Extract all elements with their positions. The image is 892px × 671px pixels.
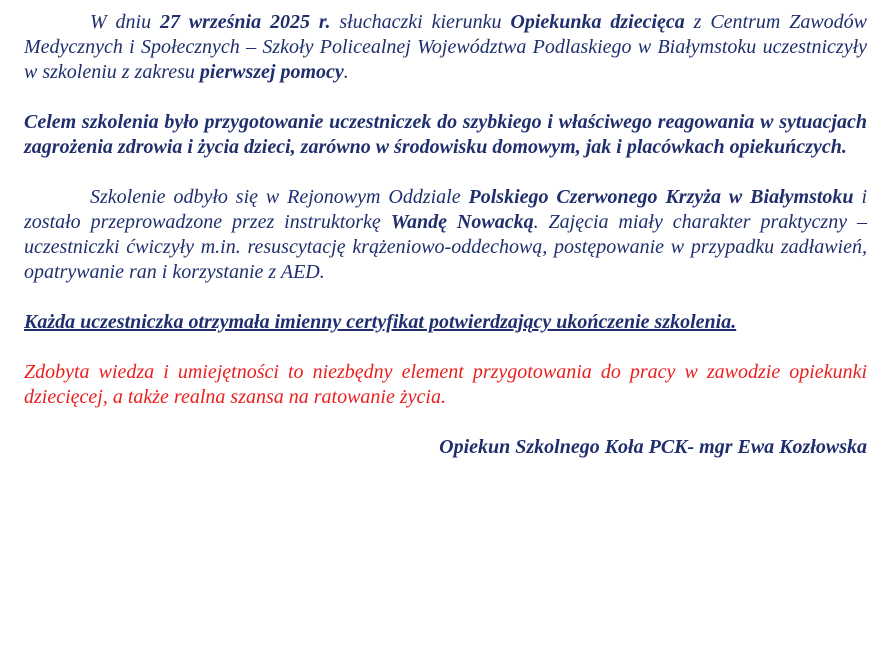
intro-text-2: słuchaczki kierunku [330, 11, 511, 33]
paragraph-spacer [24, 335, 867, 360]
details-text-3: . Zajęcia miały charakter praktyczny – uczestniczki ćwiczyły m.in. resuscytację krążeniowo-oddechową, postępowanie w przypadku zadławień, opatrywanie ran i korzystanie z AED. [24, 211, 868, 283]
signature: Opiekun Szkolnego Koła PCK- mgr Ewa Kozłowska [439, 436, 867, 458]
instructor-name: Wandę Nowacką [390, 211, 534, 233]
details-paragraph [24, 185, 867, 285]
goal-paragraph: Celem szkolenia było przygotowanie uczestniczek do szybkiego i właściwego reagowania w sytuacjach zagrożenia zdrowia i życia dzieci, zarówno w środowisku domowym, jak i placówkach opiekuńczych. [24, 111, 867, 158]
details-text-2: i zostało przeprowadzone przez instruktorkę [24, 186, 867, 233]
course-name: Opiekunka dziecięca [510, 11, 685, 33]
intro-paragraph [24, 10, 867, 85]
summary-paragraph: Zdobyta wiedza i umiejętności to niezbędny element przygotowania do pracy w zawodzie opiekunki dziecięcej, a także realna szansa na ratowanie życia. [24, 361, 867, 408]
intro-text-4: . [343, 61, 349, 83]
paragraph-spacer [24, 285, 867, 310]
intro-text-3: z Centrum Zawodów Medycznych i Społecznych – Szkoły Policealnej Województwa Podlaskiego w Białymstoku uczestniczyły w szkoleniu z zakresu [24, 11, 868, 83]
certificate-paragraph: Każda uczestniczka otrzymała imienny certyfikat potwierdzający ukończenie szkolenia. [24, 311, 737, 333]
article-body [24, 10, 867, 460]
training-topic: pierwszej pomocy [199, 61, 344, 83]
paragraph-spacer [24, 160, 867, 185]
organization-name: Polskiego Czerwonego Krzyża w Białymstoku [468, 186, 854, 208]
paragraph-spacer [24, 85, 867, 110]
intro-text-1: W dniu [90, 11, 160, 33]
paragraph-spacer [24, 410, 867, 435]
details-text-1: Szkolenie odbyło się w Rejonowym Oddziale [90, 186, 469, 208]
training-date: 27 września 2025 r. [159, 11, 331, 33]
